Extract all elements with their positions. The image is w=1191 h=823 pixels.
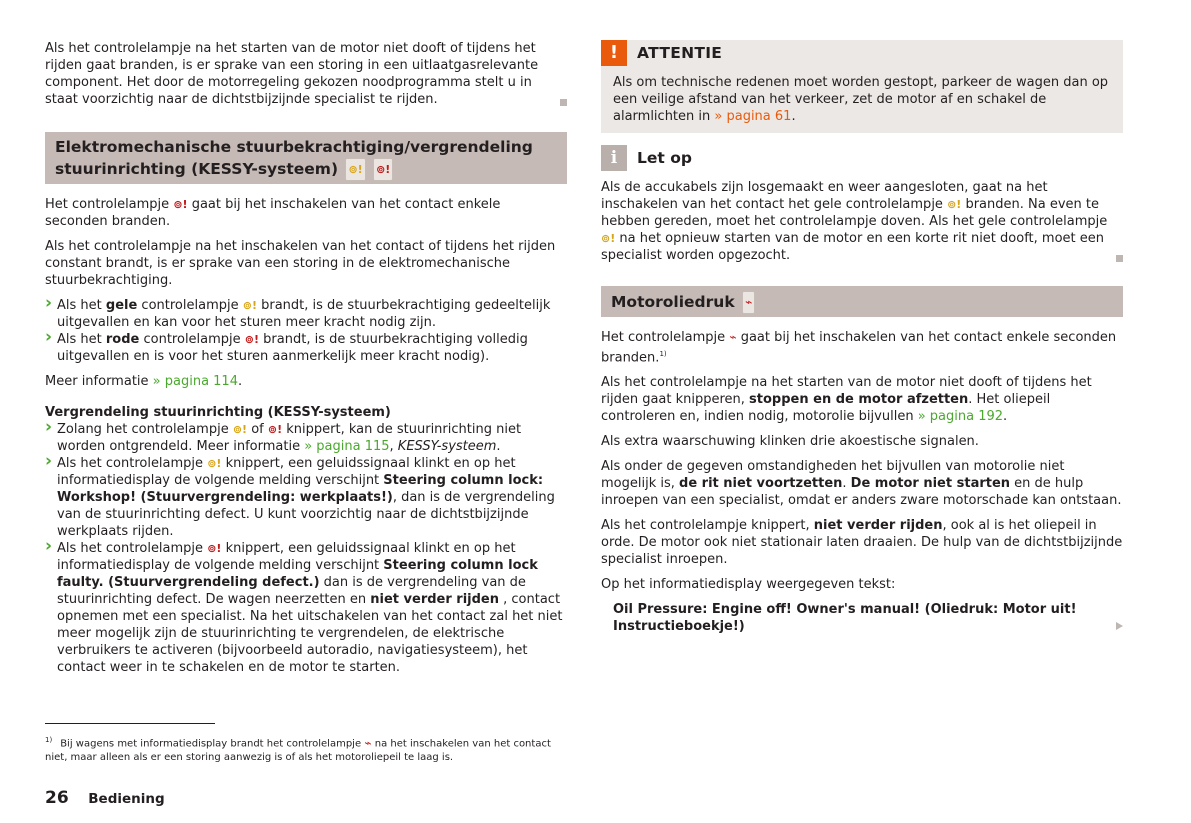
steering-yellow-lamp-icon: ⊚! (232, 423, 248, 436)
page-footer (45, 788, 165, 808)
steering-yellow-lamp-icon: ⊚! (207, 457, 222, 470)
note-paragraph: Als de accukabels zijn losgemaakt en weer aangesloten, gaat na het inschakelen van het contact het gele controlelampje ⊚! branden. Na even te hebben gereden, moet het controlelampje doven. Als het gele controlelampje ⊚! na het opnieuw starten van de motor en een korte rit niet dooft, moet een specialist worden opgezocht. (601, 179, 1123, 264)
subheading: Vergrendeling stuurinrichting (KESSY-systeem) (45, 405, 391, 420)
list-item: › Als het rode controlelampje ⊚! brandt, is de stuurbekrachtiging volledig uitgevallen en is voor het sturen aanmerkelijk meer kracht nodig). (45, 331, 567, 365)
footnote: $^{1)}$ Bij wagens met informatiedisplay brandt het controlelampje ⌁ na het inschakelen van het contact niet, maar alleen als er een storing aanwezig is of als het motoroliepeil te laag is. (45, 736, 551, 764)
right-column (601, 40, 1123, 635)
steering-red-lamp-icon: ⊚! (267, 423, 283, 436)
page-number: 26 (45, 788, 69, 808)
list-item: › Als het gele controlelampje ⊚! brandt, is de stuurbekrachtiging gedeeltelijk uitgevallen en kan voor het sturen meer kracht nodig zijn. (45, 297, 567, 331)
paragraph: Als het controlelampje na het starten van de motor niet dooft of tijdens het rijden gaat knipperen, stoppen en de motor afzetten. Het oliepeil controleren en, indien nodig, motorolie bijvullen » pagina 192. (601, 375, 1092, 425)
warning-icon: ! (601, 40, 627, 66)
steering-yellow-lamp-icon: ⊚! (242, 299, 257, 312)
paragraph: Als het controlelampje na het inschakelen van het contact of tijdens het rijden constant brandt, is er sprake van een storing in de elektromechanische stuurbekrachtiging. (45, 239, 556, 288)
display-message: Oil Pressure: Engine off! Owner's manual! (Oliedruk: Motor uit! Instructieboekje!) (601, 601, 1123, 635)
steering-yellow-lamp-icon: ⊚! (345, 158, 365, 181)
note-title: Let op (637, 149, 692, 167)
attention-title: ATTENTIE (637, 44, 723, 62)
attention-box (601, 40, 1123, 133)
steering-red-lamp-icon: ⊚! (244, 333, 260, 346)
oil-pressure-lamp-icon: ⌁ (729, 330, 737, 344)
attention-text: Als om technische redenen moet worden gestopt, parkeer de wagen dan op een veilige afstand van het verkeer, zet de motor af en schakel de alarmlichten in » pagina 61. (613, 75, 1109, 124)
paragraph: Als onder de gegeven omstandigheden het bijvullen van motorolie niet mogelijk is, de rit niet voortzetten. De motor niet starten en de hulp inroepen van een specialist, omdat er anders zware motorschade kan ontstaan. (601, 459, 1122, 509)
info-icon: i (601, 145, 627, 171)
steering-red-lamp-icon: ⊚! (207, 542, 222, 555)
steering-yellow-lamp-icon: ⊚! (947, 198, 962, 211)
page-link[interactable]: » pagina 61 (714, 109, 792, 124)
paragraph: Als het controlelampje knippert, niet verder rijden, ook al is het oliepeil in orde. De motor ook niet stationair laten draaien. De hulp van de dichtstbijzijnde specialist inroepen. (601, 518, 1123, 568)
end-square-icon (1116, 255, 1123, 262)
paragraph: Het controlelampje ⌁ gaat bij het inschakelen van het contact enkele seconden branden.$^{1)}$ (601, 330, 1117, 366)
section-heading-steering: Elektromechanische stuurbekrachtiging/vergrendeling stuurinrichting (KESSY-systeem) ⊚! ⊚! (45, 132, 567, 184)
paragraph: Meer informatie » pagina 114. (45, 374, 243, 389)
end-square-icon (560, 99, 567, 106)
oil-pressure-lamp-icon: ⌁ (364, 736, 372, 751)
left-column (45, 40, 567, 684)
bullet-list (45, 421, 567, 676)
page-link[interactable]: » pagina 192 (917, 409, 1004, 425)
page-link[interactable]: » pagina 115 (304, 439, 390, 454)
list-item: › Als het controlelampje ⊚! knippert, een geluidssignaal klinkt en op het informatiedisplay de volgende melding verschijnt Steering column lock: Workshop! (Stuurvergrendeling: werkplaats!), dan is de vergrendeling van de stuurinrichting defect. U kunt voorzichtig naar de dichtstbijzijnde werkplaats rijden. (45, 455, 567, 540)
footnote-ref: 1) (659, 350, 667, 358)
bullet-list (45, 297, 567, 365)
steering-red-lamp-icon: ⊚! (173, 198, 188, 211)
section-name: Bediening (88, 791, 165, 807)
list-item: › Als het controlelampje ⊚! knippert, een geluidssignaal klinkt en op het informatiedisplay de volgende melding verschijnt Steering column lock faulty. (Stuurvergrendeling defect.) dan is de vergrendeling van de stuurinrichting defect. De wagen neerzetten en niet verder rijden , contact opnemen met een specialist. Na het uitschakelen van het contact zal het niet meer mogelijk zijn de stuurinrichting te vergrendelen, de elektrische verbruikers te activeren (bijvoorbeeld autoradio, navigatiesysteem), het contact weer in te schakelen en de motor te starten. (45, 540, 567, 676)
list-item: › Zolang het controlelampje ⊚! of ⊚! knippert, kan de stuurinrichting niet worden ontgrendeld. Meer informatie » pagina 115, KESSY-systeem. (45, 421, 567, 455)
paragraph: Het controlelampje ⊚! gaat bij het inschakelen van het contact enkele seconden branden. (45, 197, 501, 229)
continue-arrow-icon (1116, 622, 1123, 630)
section-heading-oil: Motoroliedruk ⌁ (601, 286, 1123, 317)
paragraph: Als extra waarschuwing klinken drie akoestische signalen. (601, 434, 979, 450)
page-link[interactable]: » pagina 114 (152, 374, 238, 389)
note-header (601, 145, 1123, 171)
oil-pressure-lamp-icon: ⌁ (742, 291, 755, 314)
footnote-divider (45, 723, 215, 724)
steering-red-lamp-icon: ⊚! (373, 158, 393, 181)
steering-yellow-lamp-icon: ⊚! (601, 232, 616, 245)
paragraph: Op het informatiedisplay weergegeven tekst: (601, 577, 896, 593)
intro-paragraph: Als het controlelampje na het starten van de motor niet dooft of tijdens het rijden gaat branden, is er sprake van een storing in een uitlaatgasrelevante component. Het door de motorregeling gekozen noodprogramma stelt u in staat voorzichtig naar de dichtstbijzijnde specialist te rijden. (45, 40, 567, 108)
